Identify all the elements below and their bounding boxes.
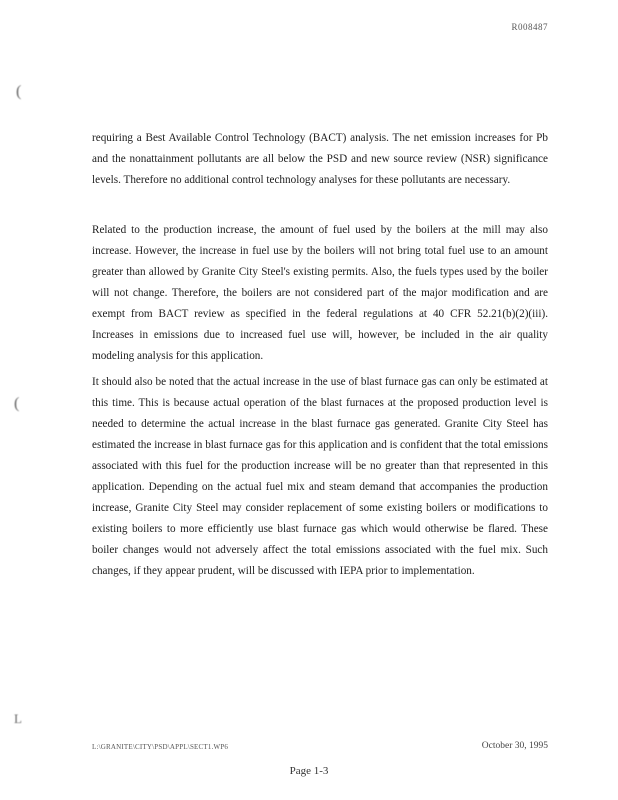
margin-mark-top: ( bbox=[16, 83, 22, 100]
margin-mark-bottom: L bbox=[14, 711, 22, 726]
paragraph-bact-analysis: requiring a Best Available Control Technology (BACT) analysis. The net emission increases for Pb and the nonattainment pollutants are all below the PSD and new source review (NSR) significance levels. Therefore no additional control technology analyses for these pollutants are necessary. bbox=[92, 132, 548, 186]
footer-file-path: L:\GRANITE\CITY\PSD\APPL\SECT1.WP6 bbox=[92, 743, 229, 751]
paragraph-boiler-fuel: Related to the production increase, the amount of fuel used by the boilers at the mill may also increase. However, the increase in fuel use by the boilers will not bring total fuel use to an amount greater than allowed by Granite City Steel's existing permits. Also, the fuels types used by the boiler will not change. Therefore, the boilers are not considered part of the major modification and are exempt from BACT review as specified in the federal regulations at 40 CFR 52.21(b)(2)(iii). Increases in emissions due to increased fuel use will, however, be included in the air quality modeling analysis for this application. bbox=[92, 224, 548, 362]
paragraph-blast-furnace-gas: It should also be noted that the actual increase in the use of blast furnace gas can only be estimated at this time. This is because actual operation of the blast furnaces at the proposed production level is needed to determine the actual increase in the blast furnace gas generated. Granite City Steel has estimated the increase in blast furnace gas for this application and is confident that the total emissions associated with this fuel for the production increase will be no greater than that represented in this application. Depending on the actual fuel mix and steam demand that accompanies the production increase, Granite City Steel may consider replacement of some existing boilers or modifications to existing boilers to more efficiently use blast furnace gas which would otherwise be flared. These boiler changes would not adversely affect the total emissions associated with the fuel mix. Such changes, if they appear prudent, will be discussed with IEPA prior to implementation. bbox=[92, 376, 548, 577]
document-id: R008487 bbox=[511, 22, 548, 32]
page-number: Page 1-3 bbox=[289, 765, 329, 777]
footer-date: October 30, 1995 bbox=[481, 741, 548, 751]
margin-mark-middle: ( bbox=[14, 395, 20, 412]
